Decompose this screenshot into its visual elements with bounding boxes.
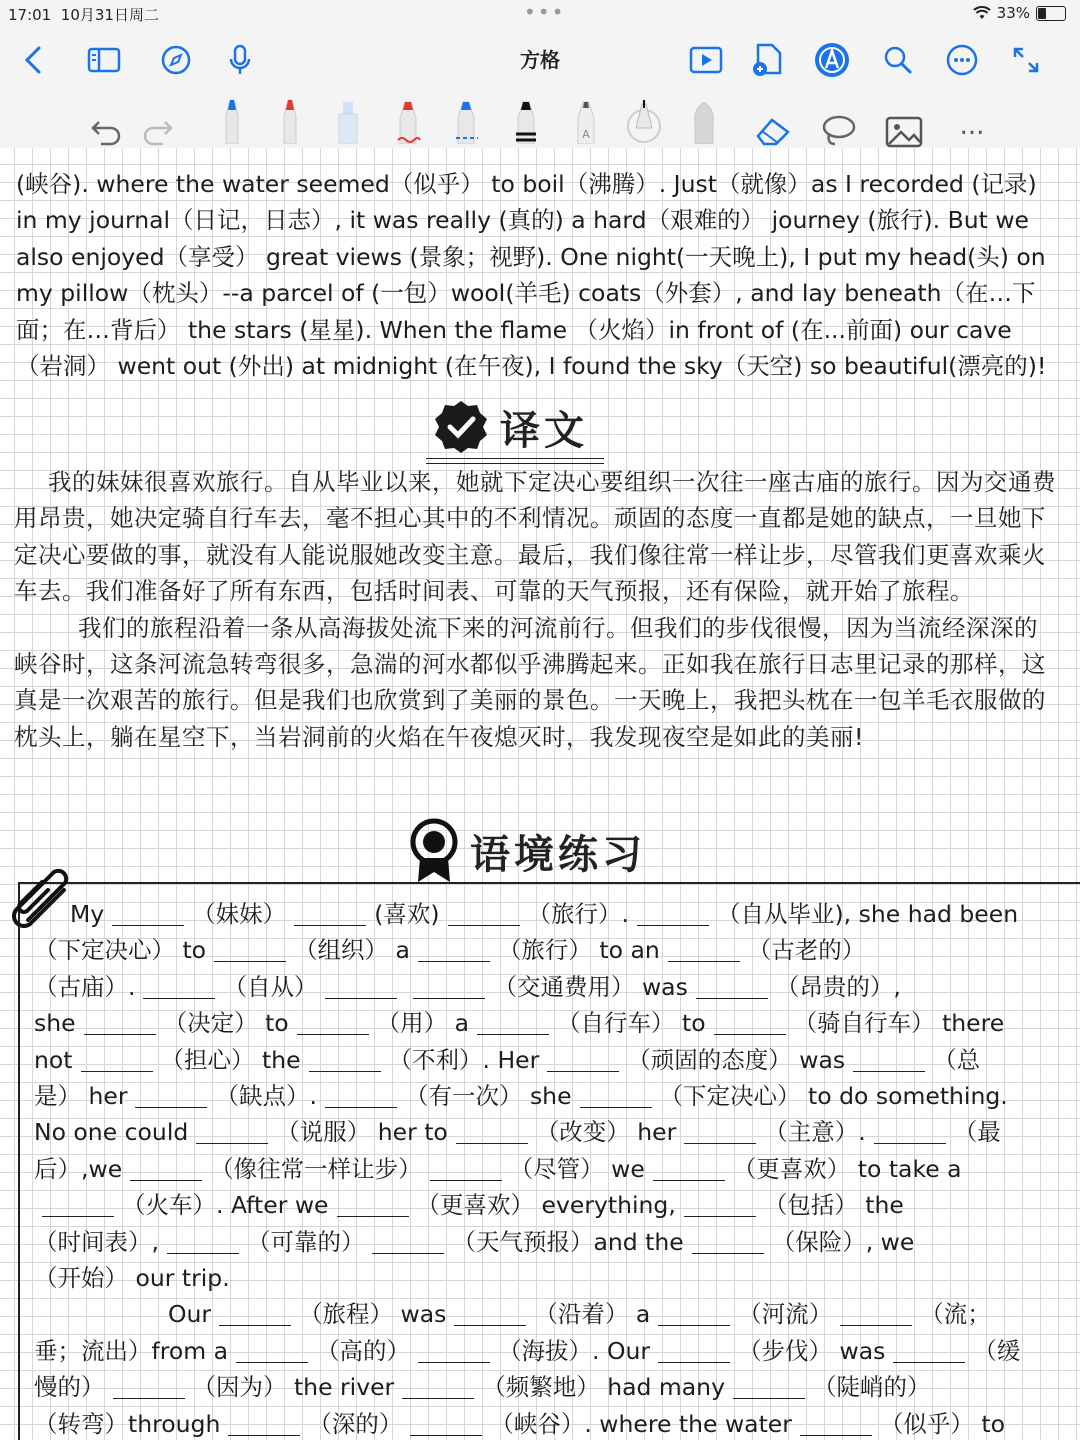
answer-blank[interactable] [874, 1119, 946, 1144]
exercise-text: （组织） a [294, 936, 410, 965]
exercise-text: （有一次） she [404, 1082, 572, 1111]
exercise-text: not [34, 1045, 73, 1074]
exercise-text: （旅行）. [527, 900, 630, 928]
answer-blank[interactable] [214, 937, 286, 962]
exercise-text: （转弯）through [34, 1409, 221, 1438]
exercise-text: （古庙）. [34, 972, 136, 1001]
exercise-text: （缓 [973, 1336, 1021, 1365]
answer-blank[interactable] [325, 974, 397, 999]
search-icon[interactable] [880, 42, 916, 78]
answer-blank[interactable] [853, 1047, 925, 1072]
answer-blank[interactable] [337, 1192, 409, 1217]
answer-blank[interactable] [547, 1047, 619, 1072]
exercise-text: （似乎） to [879, 1409, 1005, 1438]
exercise-text: （可靠的） [246, 1227, 365, 1256]
ribbon-badge-icon [408, 818, 460, 884]
exercise-text: 后）,we [34, 1154, 123, 1183]
battery-percent: 33% [996, 4, 1030, 22]
exercise-text: My [70, 900, 105, 928]
exercise-text: she [34, 1009, 76, 1038]
answer-blank[interactable] [372, 1229, 444, 1254]
exercise-text: （改变） her [535, 1118, 677, 1147]
exercise-line [34, 1296, 1064, 1332]
status-bar [0, 0, 1080, 28]
exercise-text: （流； [920, 1300, 991, 1329]
translation-paragraph-1: 我的妹妹很喜欢旅行。自从毕业以来，她就下定决心要组织一次往一座古庙的旅行。因为交通费用昂贵，她决定骑自行车去，毫不担心其中的不利情况。顽固的态度一直都是她的缺点，一旦她下定决心要做的事，就没有人能说服她改变主意。最后，我们像往常一样让步，尽管我们更喜欢乘火车去。我们准备好了所有东西，包括时间表、可靠的天气预报，还有保险，就开始了旅程。 [14, 468, 1056, 606]
answer-blank[interactable] [637, 901, 709, 926]
exercise-line [34, 932, 1064, 968]
answer-blank[interactable] [228, 1411, 300, 1436]
blue-pen-tool[interactable] [212, 96, 252, 144]
wifi-icon [973, 6, 991, 20]
status-right [973, 4, 1066, 22]
note-page[interactable] [0, 148, 1080, 1440]
answer-blank[interactable] [130, 1156, 202, 1181]
fill-blank-exercise[interactable] [34, 896, 1064, 1440]
expand-icon[interactable] [1008, 42, 1044, 78]
exercise-text: （尽管） we [509, 1154, 645, 1183]
black-pen-tool[interactable] [506, 96, 546, 144]
exercise-line [34, 1187, 1064, 1223]
exercise-text: （保险）, we [771, 1227, 915, 1256]
exercise-text: （旅行） to an [497, 936, 660, 965]
exercise-line [34, 1151, 1064, 1187]
redo-icon[interactable] [138, 100, 178, 148]
answer-blank[interactable] [653, 1156, 725, 1181]
exercise-text: （说服） her to [276, 1118, 448, 1147]
answer-blank[interactable] [430, 1156, 502, 1181]
english-line: in my journal（日记，日志）, it was really (真的) a hard（艰难的） journey (旅行). But we [16, 206, 1030, 235]
english-passage [16, 166, 1066, 384]
exercise-text: （更喜欢） to take a [732, 1154, 962, 1183]
exercise-line [34, 1005, 1064, 1041]
answer-blank[interactable] [893, 1338, 965, 1363]
answer-blank[interactable] [684, 1119, 756, 1144]
exercise-text: （火车）. After we [122, 1191, 329, 1220]
exercise-line [34, 969, 1064, 1005]
answer-blank[interactable] [410, 1411, 482, 1436]
exercise-text: （深的） [308, 1409, 403, 1438]
exercise-text: （陡峭的） [812, 1373, 931, 1402]
english-line: also enjoyed（享受） great views (景象；视野). One night(一天晚上), I put my head(头) on [16, 242, 1046, 271]
exercise-text: （骑自行车） there [793, 1009, 1005, 1038]
presentation-icon[interactable] [688, 42, 724, 78]
chinese-translation [14, 464, 1058, 755]
answer-blank[interactable] [800, 1411, 872, 1436]
answer-blank[interactable] [714, 1010, 786, 1035]
answer-blank[interactable] [733, 1374, 805, 1399]
add-page-icon[interactable] [750, 42, 786, 78]
nav-bar [0, 28, 1080, 90]
answer-blank[interactable] [81, 1047, 153, 1072]
svg-text:A: A [582, 128, 590, 141]
exercise-text: （决定） to [163, 1009, 289, 1038]
exercise-text: （交通费用） was [493, 972, 688, 1001]
exercise-text: （包括） the [763, 1191, 904, 1220]
undo-icon[interactable] [86, 100, 126, 148]
fountain-pen-tool[interactable] [624, 96, 664, 144]
answer-blank[interactable] [402, 1374, 474, 1399]
exercise-text: （步伐） was [738, 1336, 886, 1365]
exercise-text: （昂贵的）, [775, 972, 901, 1001]
exercise-text: （因为） the river [192, 1373, 395, 1402]
answer-blank[interactable] [448, 901, 520, 926]
answer-blank[interactable] [297, 1010, 369, 1035]
answer-blank[interactable] [456, 1119, 528, 1144]
exercise-text: （更喜欢） everything, [416, 1191, 676, 1220]
pen-mode-icon[interactable] [814, 42, 850, 78]
exercise-line [34, 1369, 1064, 1405]
answer-blank[interactable] [112, 901, 184, 926]
answer-blank[interactable] [143, 974, 215, 999]
answer-blank[interactable] [219, 1301, 291, 1326]
translation-paragraph-2: 我们的旅程沿着一条从高海拔处流下来的河流前行。但我们的步伐很慢，因为当流经深深的峡谷时，这条河流急转弯很多，急湍的河水都似乎沸腾起来。正如我在旅行日志里记录的那样，这真是一次艰苦的旅行。但是我们也欣赏到了美丽的景色。一天晚上，我把头枕在一包羊毛衣服做的枕头上，躺在星空下，当岩洞前的火焰在午夜熄灭时，我发现夜空是如此的美丽! [14, 613, 1046, 751]
answer-blank[interactable] [42, 1192, 114, 1217]
exercise-text: （古老的） [747, 936, 866, 965]
english-line: （岩洞） went out (外出) at midnight (在午夜), I found the sky（天空) so beautiful(漂亮的)! [16, 352, 1047, 381]
exercise-text: （顽固的态度） was [627, 1045, 846, 1074]
exercise-text: （下定决心） to do something. [659, 1082, 1008, 1111]
answer-blank[interactable] [696, 974, 768, 999]
exercise-line [34, 1260, 1064, 1296]
exercise-text: （开始） our trip. [34, 1264, 230, 1293]
english-line: my pillow（枕头）--a parcel of (一包）wool(羊毛) coats（外套）, and lay beneath（在…下 [16, 279, 1036, 308]
eraser-icon[interactable] [754, 100, 794, 148]
exercise-text: （不利）. Her [388, 1045, 540, 1074]
exercise-text: Our [168, 1300, 212, 1329]
brush-tool[interactable] [684, 96, 724, 144]
exercise-text: （用） a [376, 1009, 470, 1038]
exercise-line [34, 1406, 1064, 1440]
status-date: 10月31日周二 [60, 6, 159, 24]
exercise-text: （时间表）, [34, 1227, 159, 1256]
exercise-text: （最 [953, 1118, 1001, 1147]
image-icon[interactable] [884, 100, 924, 148]
exercise-text: （下定决心） to [34, 936, 207, 965]
answer-blank[interactable] [658, 1301, 730, 1326]
exercise-line [34, 896, 1064, 932]
answer-blank[interactable] [167, 1229, 239, 1254]
answer-blank[interactable] [413, 974, 485, 999]
answer-blank[interactable] [477, 1010, 549, 1035]
exercise-text: 垂；流出）from a [34, 1336, 229, 1365]
exercise-text: （频繁地） had many [482, 1373, 725, 1402]
pencil-tool[interactable] [566, 96, 606, 144]
exercise-text: 是） her [34, 1082, 128, 1111]
answer-blank[interactable] [135, 1083, 207, 1108]
red-marker-tool[interactable] [388, 96, 428, 144]
exercise-title: 语境练习 [470, 831, 646, 878]
exercise-text: （天气预报）and the [452, 1227, 684, 1256]
exercise-text: （海拔）. Our [498, 1336, 651, 1365]
answer-blank[interactable] [84, 1010, 156, 1035]
exercise-text: （旅程） was [299, 1300, 447, 1329]
english-line: (峡谷). where the water seemed（似乎） to boil（沸腾）. Just（就像）as I recorded (记录) [16, 170, 1037, 198]
more-options-icon[interactable] [944, 42, 980, 78]
status-time: 17:01 10月31日周二 [8, 6, 159, 24]
exercise-text: （像往常一样让步） [210, 1154, 422, 1183]
document-title: 方格 [520, 48, 560, 72]
answer-blank[interactable] [658, 1338, 730, 1363]
answer-blank[interactable] [454, 1301, 526, 1326]
exercise-line [34, 1114, 1064, 1150]
multitask-dots-icon[interactable]: ••• [524, 0, 566, 24]
exercise-line [34, 1224, 1064, 1260]
exercise-text: （总 [933, 1045, 981, 1074]
exercise-line [34, 1042, 1064, 1078]
answer-blank[interactable] [294, 901, 366, 926]
answer-blank[interactable] [684, 1192, 756, 1217]
answer-blank[interactable] [418, 1338, 490, 1363]
exercise-text: （峡谷）. where the water [490, 1409, 792, 1438]
answer-blank[interactable] [580, 1083, 652, 1108]
answer-blank[interactable] [840, 1301, 912, 1326]
exercise-text: （缺点）. [215, 1082, 317, 1111]
exercise-text: 慢的） [34, 1373, 105, 1402]
answer-blank[interactable] [236, 1338, 308, 1363]
answer-blank[interactable] [113, 1374, 185, 1399]
exercise-text: （自从） [223, 972, 318, 1001]
blue-dashed-pen-tool[interactable] [446, 96, 486, 144]
exercise-text: （沿着） a [534, 1300, 651, 1329]
exercise-text: （妹妹） [192, 900, 287, 928]
exercise-line [34, 1333, 1064, 1369]
exercise-text: No one could [34, 1118, 189, 1147]
exercise-text: (喜欢) [374, 900, 440, 928]
exercise-text: （河流） [738, 1300, 833, 1329]
exercise-text: （自行车） to [557, 1009, 706, 1038]
battery-icon [1036, 6, 1066, 21]
exercise-text: （自从毕业), she had been [717, 900, 1019, 928]
answer-blank[interactable] [196, 1119, 268, 1144]
translation-title: 译文 [500, 407, 588, 454]
drawing-toolbar [0, 90, 1080, 149]
exercise-text: （主意）. [764, 1118, 866, 1147]
exercise-heading [408, 818, 646, 884]
exercise-text: （担心） the [160, 1045, 301, 1074]
exercise-text: （高的） [316, 1336, 411, 1365]
answer-blank[interactable] [692, 1229, 764, 1254]
answer-blank[interactable] [418, 937, 490, 962]
red-pen-tool[interactable] [270, 96, 310, 144]
answer-blank[interactable] [668, 937, 740, 962]
verified-badge-icon [432, 398, 490, 456]
exercise-line [34, 1078, 1064, 1114]
translation-heading [432, 398, 588, 456]
toolbar-more-icon[interactable]: ... [959, 111, 985, 141]
answer-blank[interactable] [325, 1083, 397, 1108]
answer-blank[interactable] [309, 1047, 381, 1072]
lasso-icon[interactable] [818, 100, 858, 148]
highlighter-tool[interactable] [328, 96, 368, 144]
english-line: 面；在…背后） the stars (星星). When the flame （火焰）in front of (在...前面) our cave [16, 315, 1012, 344]
